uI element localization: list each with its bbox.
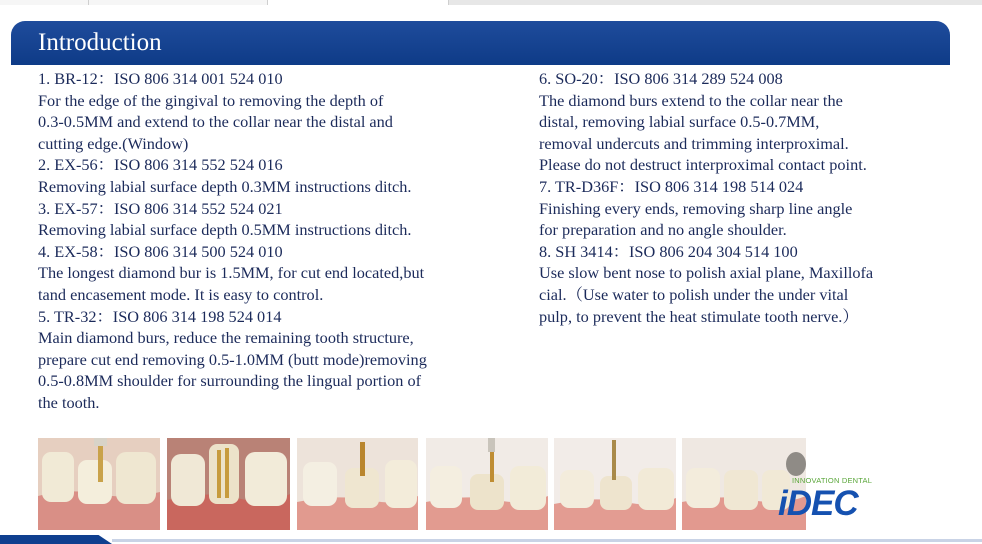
footer-accent: [0, 535, 112, 544]
right-column: [539, 68, 957, 327]
entry: [38, 198, 522, 241]
entry-line: the tooth.: [38, 392, 100, 412]
entry-line: prepare cut end removing 0.5-1.0MM (butt mode)removing: [38, 349, 427, 369]
entry-title: 5. TR-32：ISO 806 314 198 524 014: [38, 306, 282, 326]
logo-tagline: INNOVATION DENTAL: [792, 476, 873, 485]
entry-line: cial.（Use water to polish under the under vital: [539, 284, 849, 304]
tab-segment: [89, 0, 268, 5]
entry-title: 8. SH 3414：ISO 806 204 304 514 100: [539, 241, 798, 261]
entry-line: for preparation and no angle shoulder.: [539, 220, 787, 240]
tooth-bur-photo: [38, 438, 160, 530]
entry: [38, 241, 522, 306]
entry-line: Main diamond burs, reduce the remaining tooth structure,: [38, 328, 414, 348]
top-tab-strip: [0, 0, 982, 5]
entry-title: 3. EX-57：ISO 806 314 552 524 021: [38, 198, 283, 218]
entry-line: Finishing every ends, removing sharp line angle: [539, 198, 853, 218]
entry-line: Removing labial surface depth 0.5MM instructions ditch.: [38, 220, 412, 240]
entry-line: Removing labial surface depth 0.3MM instructions ditch.: [38, 176, 412, 196]
entry-line: pulp, to prevent the heat stimulate tooth nerve.）: [539, 306, 859, 326]
left-column: [38, 68, 522, 414]
entry: [539, 176, 957, 241]
entry: [38, 68, 522, 154]
entry-title: 2. EX-56：ISO 806 314 552 524 016: [38, 155, 283, 175]
page-title: Introduction: [38, 29, 162, 56]
entry-line: removal undercuts and trimming interproximal.: [539, 133, 849, 153]
entry: [38, 306, 522, 414]
tab-segment: [268, 0, 449, 5]
footer-rule: [112, 539, 982, 542]
entry-line: cutting edge.(Window): [38, 133, 189, 153]
tooth-bur-photo: [167, 438, 290, 530]
idec-logo: [778, 476, 873, 524]
entry-line: The longest diamond bur is 1.5MM, for cut end located,but: [38, 263, 425, 283]
entry: [539, 241, 957, 327]
entry: [38, 154, 522, 197]
tab-segment: [0, 0, 89, 5]
entry-line: For the edge of the gingival to removing the depth of: [38, 90, 384, 110]
footer-bar: [0, 535, 982, 544]
entry: [539, 68, 957, 176]
introduction-banner: [11, 21, 950, 65]
entry-title: 7. TR-D36F：ISO 806 314 198 514 024: [539, 176, 804, 196]
entry-title: 4. EX-58：ISO 806 314 500 524 010: [38, 241, 283, 261]
entry-line: 0.3-0.5MM and extend to the collar near the distal and: [38, 112, 393, 132]
logo-wordmark: iDEC: [778, 484, 858, 523]
entry-title: 6. SO-20：ISO 806 314 289 524 008: [539, 69, 783, 88]
tooth-bur-photo: [554, 438, 676, 530]
entry-line: The diamond burs extend to the collar near the: [539, 90, 843, 110]
tooth-bur-photo: [297, 438, 418, 530]
entry-line: tand encasement mode. It is easy to control.: [38, 284, 324, 304]
entry-line: distal, removing labial surface 0.5-0.7MM,: [539, 112, 820, 132]
entry-line: Use slow bent nose to polish axial plane, Maxillofa: [539, 263, 874, 283]
entry-title: 1. BR-12：ISO 806 314 001 524 010: [38, 69, 283, 88]
entry-line: Please do not destruct interproximal contact point.: [539, 155, 867, 175]
entry-line: 0.5-0.8MM shoulder for surrounding the lingual portion of: [38, 371, 422, 391]
tooth-bur-photo: [426, 438, 548, 530]
